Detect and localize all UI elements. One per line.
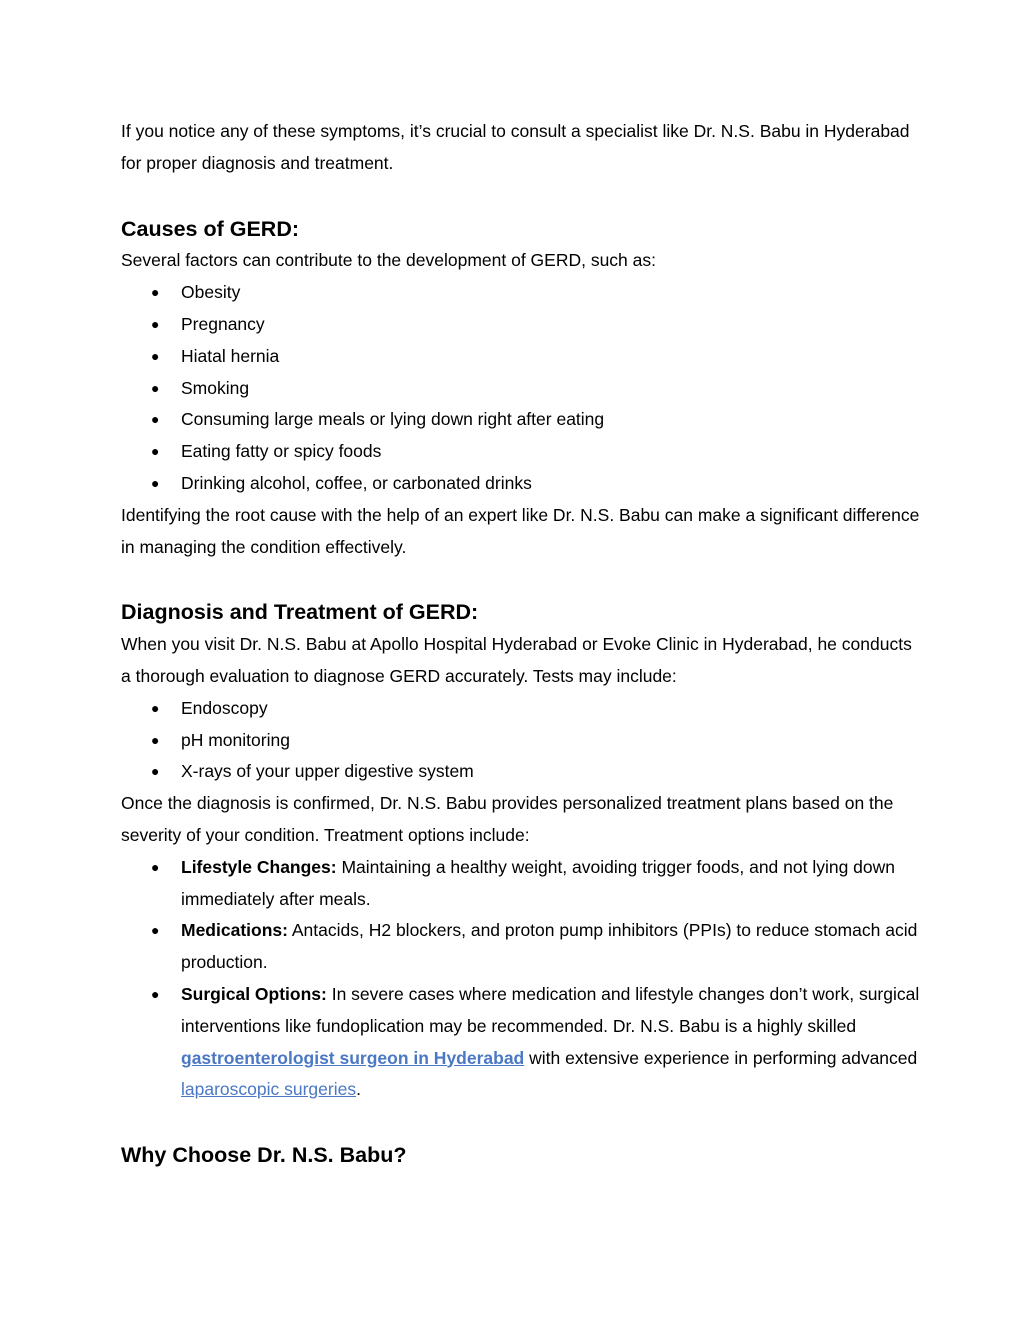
- treatment-text: Antacids, H2 blockers, and proton pump inhibitors (PPIs) to reduce stomach acid production.: [181, 920, 918, 973]
- bullet-icon: ●: [151, 443, 160, 460]
- gastroenterologist-surgeon-link[interactable]: gastroenterologist surgeon in Hyderabad: [181, 1047, 525, 1068]
- treatment-text: .: [356, 1079, 361, 1100]
- list-item: ● pH monitoring: [121, 725, 921, 757]
- treatment-text: Maintaining a healthy weight, avoiding trigger foods, and not lying down immediately after meals.: [181, 856, 896, 909]
- causes-list: [121, 277, 921, 500]
- treatment-lead: Once the diagnosis is confirmed, Dr. N.S. Babu provides personalized treatment plans based on the severity of your condition. Treatment options include:: [121, 793, 894, 845]
- intro-paragraph: If you notice any of these symptoms, it’s crucial to consult a specialist like Dr. N.S. Babu in Hyderabad for proper diagnosis and treatment.: [121, 121, 910, 173]
- bullet-icon: ●: [151, 985, 160, 1002]
- treatment-text: In severe cases where medication and lifestyle changes don’t work, surgical interventions like fundoplication may be recommended. Dr. N.S. Babu is a highly skilled: [181, 983, 920, 1036]
- diagnosis-lead: When you visit Dr. N.S. Babu at Apollo Hospital Hyderabad or Evoke Clinic in Hyderabad, he conducts a thorough evaluation to diagnose GERD accurately. Tests may include:: [121, 634, 912, 686]
- list-item: ● X-rays of your upper digestive system: [121, 756, 921, 788]
- document-page: [121, 116, 921, 1172]
- bullet-icon: ●: [151, 379, 160, 396]
- laparoscopic-surgeries-link[interactable]: laparoscopic surgeries: [181, 1079, 357, 1100]
- treatment-medications: [121, 915, 921, 979]
- treatment-label: Medications:: [181, 920, 288, 941]
- bullet-icon: ●: [151, 763, 160, 780]
- causes-heading: Causes of GERD:: [121, 216, 300, 241]
- list-item: ● Smoking: [121, 373, 921, 405]
- list-item: ● Hiatal hernia: [121, 341, 921, 373]
- list-item: ● Pregnancy: [121, 309, 921, 341]
- treatment-lifestyle: [121, 852, 921, 916]
- bullet-icon: ●: [151, 474, 160, 491]
- treatment-text: with extensive experience in performing advanced: [524, 1047, 918, 1068]
- bullet-icon: ●: [151, 731, 160, 748]
- bullet-icon: ●: [151, 315, 160, 332]
- list-item: ● Eating fatty or spicy foods: [121, 436, 921, 468]
- list-item: ● Drinking alcohol, coffee, or carbonated drinks: [121, 468, 921, 500]
- diagnosis-heading: Diagnosis and Treatment of GERD:: [121, 600, 479, 625]
- bullet-icon: ●: [151, 858, 160, 875]
- treatments-list: [121, 852, 921, 1106]
- why-heading: Why Choose Dr. N.S. Babu?: [121, 1143, 407, 1168]
- bullet-icon: ●: [151, 347, 160, 364]
- bullet-icon: ●: [151, 411, 160, 428]
- bullet-icon: ●: [151, 699, 160, 716]
- bullet-icon: ●: [151, 922, 160, 939]
- bullet-icon: ●: [151, 284, 160, 301]
- list-item: ● Endoscopy: [121, 693, 921, 725]
- tests-list: [121, 693, 921, 788]
- list-item: ● Consuming large meals or lying down right after eating: [121, 404, 921, 436]
- list-item: ● Obesity: [121, 277, 921, 309]
- treatment-label: Surgical Options:: [181, 983, 327, 1004]
- causes-closing: Identifying the root cause with the help of an expert like Dr. N.S. Babu can make a significant difference in managing the condition effectively.: [121, 504, 920, 557]
- treatment-surgical: [121, 979, 921, 1106]
- treatment-label: Lifestyle Changes:: [181, 856, 337, 877]
- causes-lead: Several factors can contribute to the development of GERD, such as:: [121, 250, 656, 271]
